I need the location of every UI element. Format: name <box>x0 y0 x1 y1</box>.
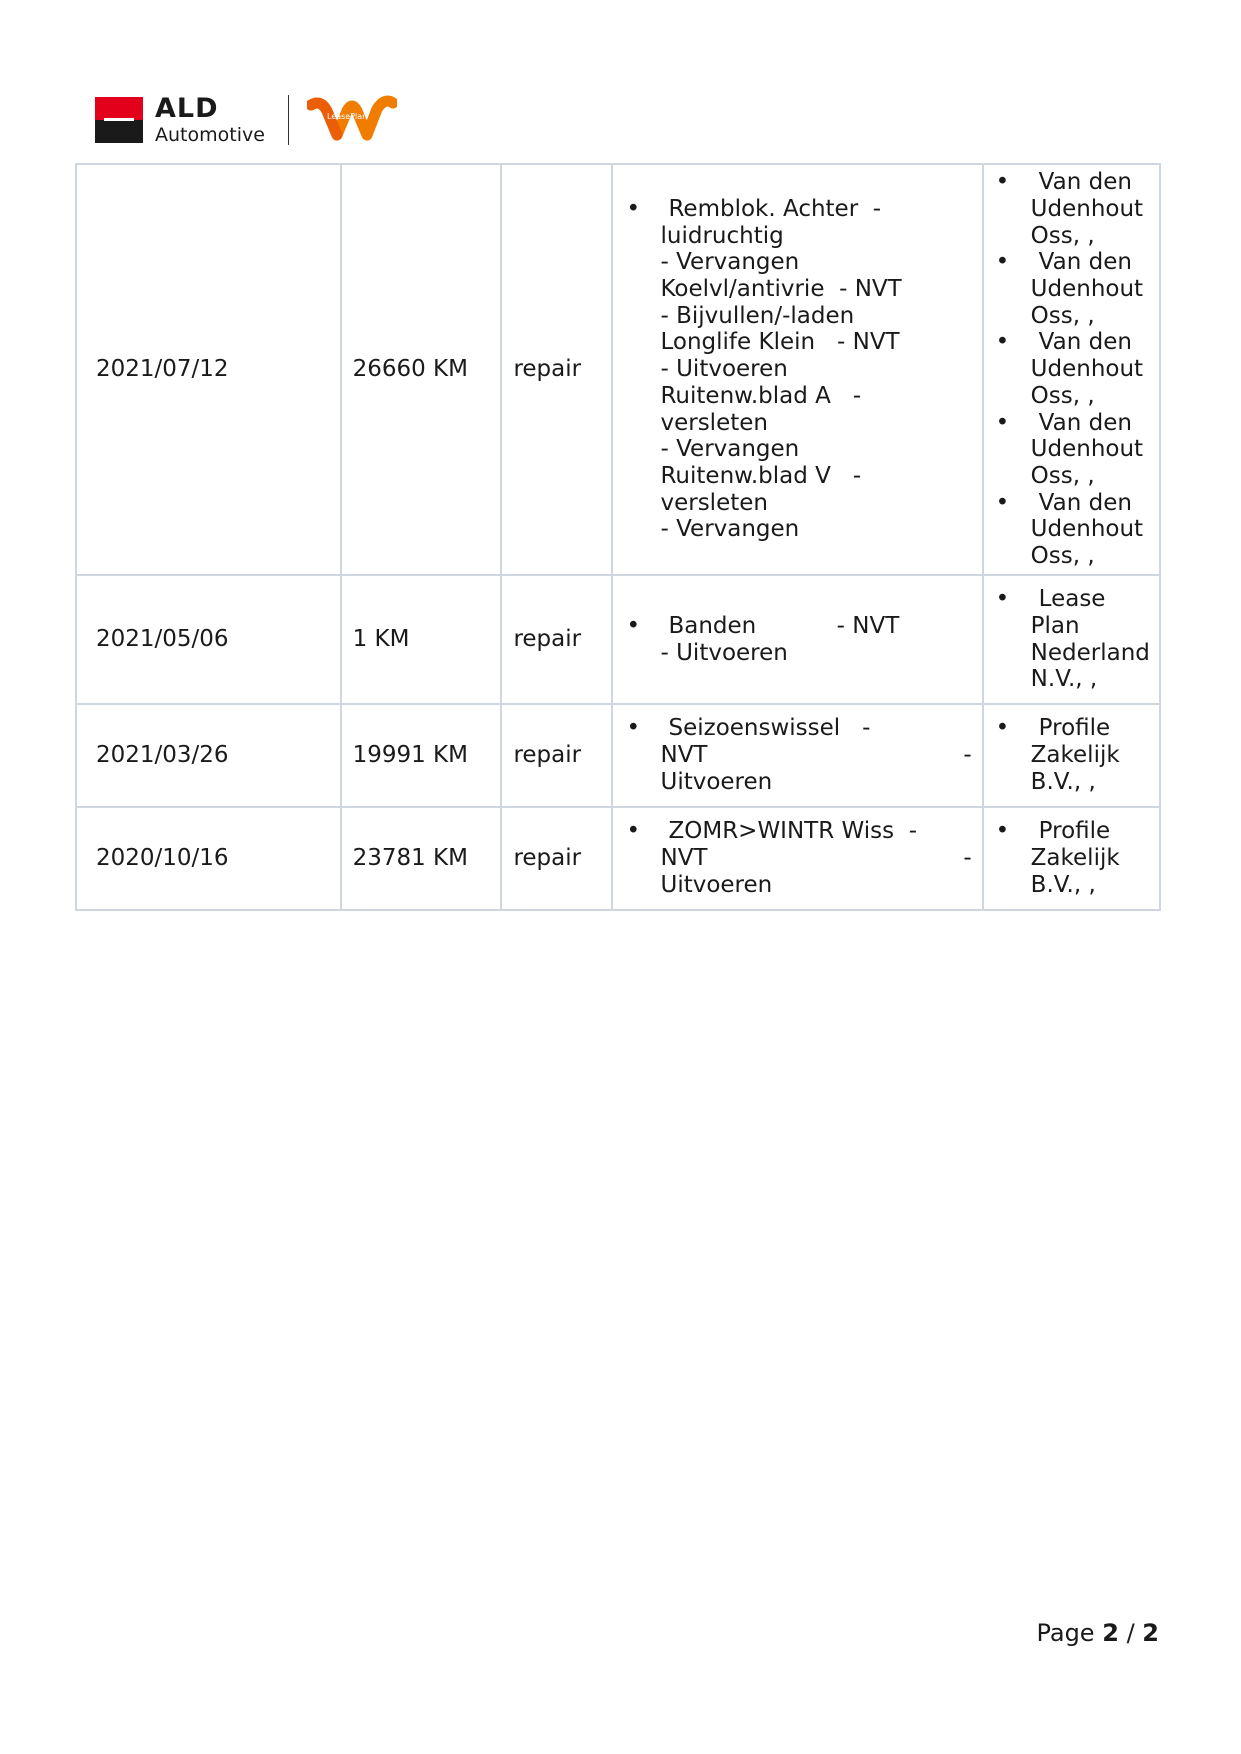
garage-cell <box>983 575 1160 704</box>
km-cell: 23781 KM <box>341 807 502 910</box>
table-row <box>76 164 1160 575</box>
ald-logo-text <box>155 95 265 147</box>
garage-body: Udenhout Oss, , <box>1030 276 1144 329</box>
page-separator: / <box>1126 1619 1135 1647</box>
page-number <box>1036 1619 1159 1647</box>
description-body: - Uitvoeren <box>660 639 788 666</box>
garage-body: Udenhout Oss, , <box>1030 195 1144 249</box>
description-item <box>613 196 981 543</box>
garage-cell <box>983 704 1160 807</box>
description-first-line: Banden - NVT <box>668 612 900 639</box>
garage-item <box>984 715 1159 795</box>
bullet-icon: • <box>995 489 1010 516</box>
description-first-line: ZOMR>WINTR Wiss - <box>668 818 918 845</box>
bullet-icon: • <box>626 818 641 845</box>
type-cell: repair <box>501 807 612 910</box>
garage-first-line: Van den <box>1038 489 1132 516</box>
garage-body: Zakelijk B.V., , <box>1030 845 1120 898</box>
description-first-line: Remblok. Achter - <box>668 195 882 222</box>
page-total: 2 <box>1142 1619 1159 1647</box>
bullet-icon: • <box>995 169 1010 196</box>
garage-first-line: Lease <box>1038 586 1106 613</box>
garage-cell <box>983 164 1160 575</box>
table-row <box>76 575 1160 704</box>
ald-logo-mark <box>95 97 143 143</box>
garage-item <box>984 249 1159 329</box>
header-logos <box>95 95 415 151</box>
garage-body: Plan Nederland N.V., , <box>1030 612 1150 693</box>
vehicle-history-table <box>75 163 1161 911</box>
type-cell: repair <box>501 575 612 704</box>
garage-body: Zakelijk B.V., , <box>1030 742 1120 795</box>
ald-logo-line1: ALD <box>155 93 219 124</box>
bullet-icon: • <box>995 409 1010 436</box>
date-cell: 2021/07/12 <box>76 164 341 575</box>
garage-item <box>984 490 1159 570</box>
bullet-icon: • <box>995 586 1010 613</box>
description-first-line: Seizoenswissel - <box>668 715 871 742</box>
description-body: NVT - Uitvoeren <box>660 742 972 795</box>
garage-item <box>984 169 1159 249</box>
description-item <box>613 818 981 898</box>
page-current: 2 <box>1102 1619 1119 1647</box>
date-cell: 2020/10/16 <box>76 807 341 910</box>
table-row <box>76 807 1160 910</box>
garage-first-line: Profile <box>1038 715 1111 742</box>
garage-item <box>984 586 1159 693</box>
type-cell: repair <box>501 164 612 575</box>
description-cell <box>612 164 982 575</box>
km-cell: 19991 KM <box>341 704 502 807</box>
garage-body: Udenhout Oss, , <box>1030 436 1144 489</box>
description-body: NVT - Uitvoeren <box>660 845 972 898</box>
date-cell: 2021/05/06 <box>76 575 341 704</box>
description-body: luidruchtig - Vervangen Koelvl/antivrie - NVT - Bijvullen/-laden Longlife Klein - NVT - Uitvoeren Ruitenw.blad A - versleten - Vervangen Ruitenw.blad V - versleten - Vervangen <box>660 222 902 543</box>
description-cell <box>612 704 982 807</box>
garage-cell <box>983 807 1160 910</box>
leaseplan-logo <box>307 93 397 149</box>
garage-item <box>984 818 1159 898</box>
bullet-icon: • <box>626 195 641 222</box>
bullet-icon: • <box>626 715 641 742</box>
garage-item <box>984 329 1159 409</box>
page-label: Page <box>1036 1619 1095 1647</box>
garage-first-line: Van den <box>1038 329 1132 356</box>
km-cell: 1 KM <box>341 575 502 704</box>
ald-logo-line2: Automotive <box>155 124 265 146</box>
date-cell: 2021/03/26 <box>76 704 341 807</box>
garage-first-line: Van den <box>1038 169 1132 196</box>
garage-body: Udenhout Oss, , <box>1030 516 1144 570</box>
garage-body: Udenhout Oss, , <box>1030 356 1144 409</box>
svg-text:LeasePlan: LeasePlan <box>327 112 368 121</box>
bullet-icon: • <box>995 818 1010 845</box>
table-row <box>76 704 1160 807</box>
garage-item <box>984 410 1159 490</box>
bullet-icon: • <box>995 329 1010 356</box>
bullet-icon: • <box>995 715 1010 742</box>
type-cell: repair <box>501 704 612 807</box>
garage-first-line: Van den <box>1038 249 1132 276</box>
description-cell <box>612 807 982 910</box>
description-cell <box>612 575 982 704</box>
description-item <box>613 613 981 666</box>
bullet-icon: • <box>995 249 1010 276</box>
km-cell: 26660 KM <box>341 164 502 575</box>
garage-first-line: Van den <box>1038 409 1132 436</box>
logo-divider <box>288 95 289 145</box>
bullet-icon: • <box>626 612 641 639</box>
garage-first-line: Profile <box>1038 818 1111 845</box>
description-item <box>613 715 981 795</box>
